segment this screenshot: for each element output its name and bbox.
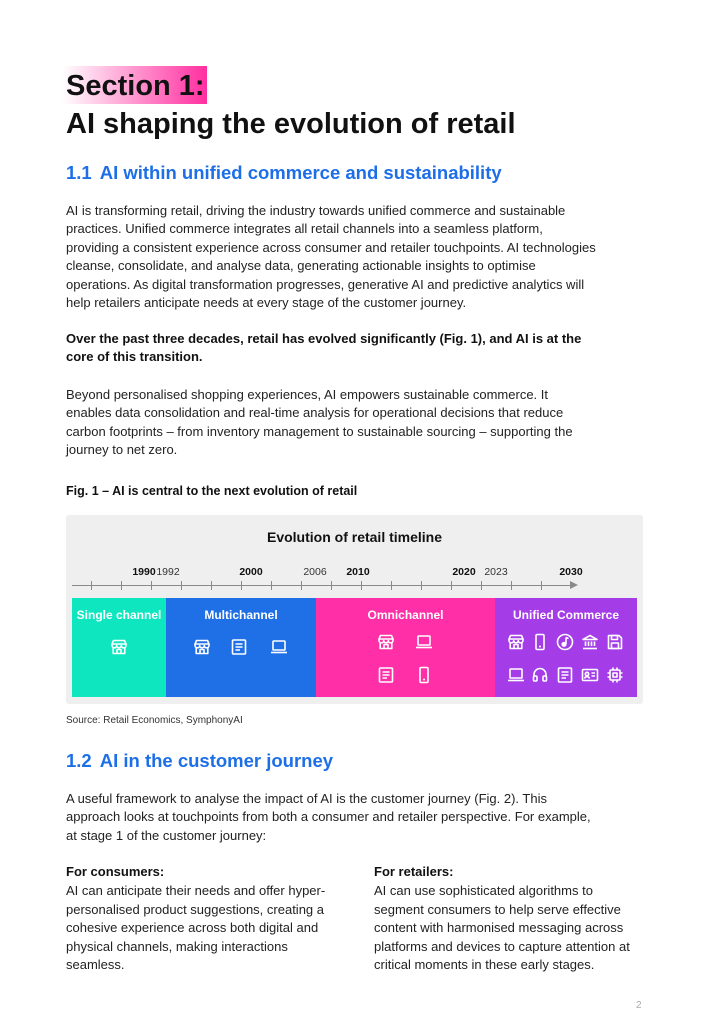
axis-tick [361,581,362,590]
music-icon [556,633,574,651]
axis-tick [511,581,512,590]
timeline-arrow [570,581,578,589]
subsection-number: 1.2 [66,750,92,771]
figure-source: Source: Retail Economics, SymphonyAI [66,715,243,726]
retailers-text: AI can use sophisticated algorithms to segment consumers to help serve effective content with harmonised messaging across platforms and devices to capture attention at critical moments in these early stages. [374,883,630,972]
subsection-heading-1-2 [66,750,333,772]
band-label: Single channel [76,608,162,622]
store-icon [507,633,525,651]
laptop-icon [415,633,433,651]
axis-tick [331,581,332,590]
band-label: Multichannel [204,608,278,622]
axis-tick [421,581,422,590]
timeline-axis [72,585,570,586]
store-icon [377,633,395,651]
axis-tick [541,581,542,590]
timeline-figure [66,515,643,704]
year-label: 2023 [484,566,508,578]
band-label: Omnichannel [367,608,444,622]
year-label: 2020 [452,566,476,578]
paragraph-customer-journey: A useful framework to analyse the impact of AI is the customer journey (Fig. 2). This approach looks at touchpoints from both a consumer and retailer perspective. For example, at stage 1 of the customer journey: [66,791,591,843]
axis-tick [481,581,482,590]
axis-tick [271,581,272,590]
year-label: 2000 [239,566,263,578]
save-icon [606,633,624,651]
page-number: 2 [636,1000,642,1011]
band-omnichannel [316,598,495,697]
axis-tick [391,581,392,590]
year-label: 1990 [132,566,156,578]
year-label: 2006 [303,566,327,578]
subsection-heading-1-1 [66,162,502,184]
paragraph-intro: AI is transforming retail, driving the industry towards unified commerce and sustainable practices. Unified commerce integrates all retail channels into a seamless platform, providing a consistent experience across consumer and retailer touchpoints. AI technologies cleanse, consolidate, and analyse data, generating actionable insights to optimise operations. As digital transformation progresses, generative AI and predictive analytics will help retailers anticipate needs at every stage of the customer journey. [66,203,596,311]
axis-tick [301,581,302,590]
year-label: 2030 [559,566,583,578]
axis-tick [451,581,452,590]
axis-tick [121,581,122,590]
subsection-title: AI within unified commerce and sustainability [99,162,502,183]
axis-tick [241,581,242,590]
catalogue-icon [556,666,574,684]
axis-tick [181,581,182,590]
paragraph-highlight: Over the past three decades, retail has evolved significantly (Fig. 1), and AI is at the core of this transition. [66,331,582,365]
catalogue-icon [230,638,248,656]
chip-icon [606,666,624,684]
year-label: 2010 [346,566,370,578]
band-single-channel [72,598,166,697]
section-label [62,66,207,104]
id-card-icon [581,666,599,684]
smartphone-icon [531,633,549,651]
laptop-icon [507,666,525,684]
band-unified-commerce [495,598,637,697]
axis-tick [91,581,92,590]
laptop-icon [270,638,288,656]
axis-tick [211,581,212,590]
section-label-text: Section 1: [66,70,205,102]
page-title: AI shaping the evolution of retail [66,108,516,140]
store-icon [110,638,128,656]
store-icon [193,638,211,656]
catalogue-icon [377,666,395,684]
figure-caption: Fig. 1 – AI is central to the next evolution of retail [66,484,358,498]
year-label: 1992 [156,566,180,578]
subsection-title: AI in the customer journey [99,750,334,771]
bank-icon [581,633,599,651]
consumers-text: AI can anticipate their needs and offer hyper-personalised product suggestions, creating a cohesive experience across both digital and physical channels, making interactions seamless. [66,883,326,972]
paragraph-sustainability: Beyond personalised shopping experiences, AI empowers sustainable commerce. It enables data consolidation and real-time analysis for operational decisions that reduce carbon footprints – from inventory management to sustainable sourcing – supporting the journey to net zero. [66,387,573,458]
subsection-number: 1.1 [66,162,92,183]
headset-icon [531,666,549,684]
retailers-heading: For retailers: [374,864,454,879]
timeline-title: Evolution of retail timeline [266,529,443,545]
band-label: Unified Commerce [512,608,620,622]
consumers-heading: For consumers: [66,864,165,879]
band-multichannel [166,598,316,697]
axis-tick [151,581,152,590]
smartphone-icon [415,666,433,684]
